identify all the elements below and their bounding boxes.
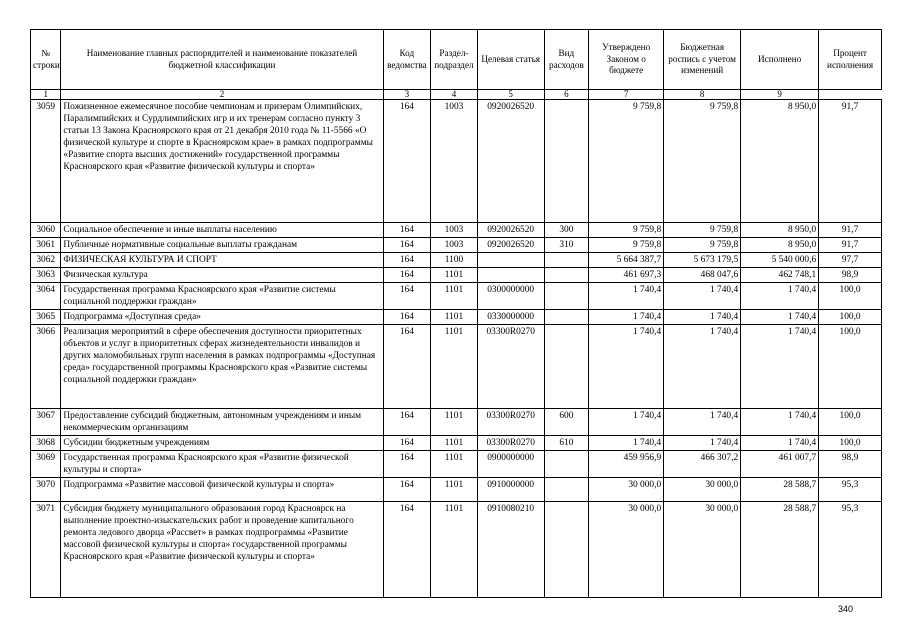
header-approved: Утверждено Законом о бюджете: [589, 30, 664, 90]
row-number-cell: 3062: [31, 253, 61, 268]
header-row-number: № строки: [31, 30, 61, 90]
row-approved-cell: 30 000,0: [589, 478, 664, 502]
row-percent-cell: 91,7: [819, 223, 882, 238]
row-name-cell: Государственная программа Красноярского края «Развитие физической культуры и спорта»: [61, 451, 383, 478]
row-number-cell: 3070: [31, 478, 61, 502]
row-number-cell: 3065: [31, 310, 61, 325]
table-row: [31, 325, 882, 409]
row-percent-cell: 98,9: [819, 268, 882, 283]
column-number: 7: [589, 90, 664, 100]
row-budget-list-cell: 468 047,6: [664, 268, 741, 283]
row-percent-cell: 95,3: [819, 478, 882, 502]
row-target-cell: 0910000000: [477, 478, 544, 502]
row-executed-cell: 28 588,7: [741, 502, 819, 598]
row-section-cell: 1101: [431, 478, 478, 502]
row-approved-cell: 1 740,4: [589, 325, 664, 409]
row-number-cell: 3059: [31, 100, 61, 223]
row-section-cell: 1101: [431, 283, 478, 310]
row-section-cell: 1003: [431, 223, 478, 238]
row-approved-cell: 9 759,8: [589, 223, 664, 238]
row-approved-cell: 1 740,4: [589, 436, 664, 451]
table-row: [31, 451, 882, 478]
row-approved-cell: 1 740,4: [589, 310, 664, 325]
header-dept-code: Код ведомства: [383, 30, 431, 90]
row-target-cell: 0920026520: [477, 100, 544, 223]
row-percent-cell: 91,7: [819, 100, 882, 223]
row-dept-code-cell: 164: [383, 409, 431, 436]
column-number: 5: [477, 90, 544, 100]
header-executed: Исполнено: [741, 30, 819, 90]
row-number-cell: 3066: [31, 325, 61, 409]
row-target-cell: 0920026520: [477, 223, 544, 238]
table-row: [31, 409, 882, 436]
table-row: [31, 478, 882, 502]
row-budget-list-cell: 1 740,4: [664, 310, 741, 325]
row-section-cell: 1003: [431, 100, 478, 223]
row-percent-cell: 97,7: [819, 253, 882, 268]
row-expense-type-cell: [544, 451, 589, 478]
row-dept-code-cell: 164: [383, 502, 431, 598]
table-row: [31, 502, 882, 598]
row-target-cell: 03300R0270: [477, 409, 544, 436]
header-section: Раздел-подраздел: [431, 30, 478, 90]
header-target: Целевая статья: [477, 30, 544, 90]
row-expense-type-cell: 300: [544, 223, 589, 238]
table-row: [31, 283, 882, 310]
row-expense-type-cell: [544, 478, 589, 502]
header-percent: Процент исполнения: [819, 30, 882, 90]
row-approved-cell: 1 740,4: [589, 283, 664, 310]
table-row: [31, 100, 882, 223]
row-number-cell: 3063: [31, 268, 61, 283]
row-budget-list-cell: 30 000,0: [664, 502, 741, 598]
column-number: 4: [431, 90, 478, 100]
row-target-cell: 0300000000: [477, 283, 544, 310]
row-budget-list-cell: 1 740,4: [664, 325, 741, 409]
row-name-cell: Физическая культура: [61, 268, 383, 283]
header-name: Наименование главных распорядителей и наименование показателей бюджетной классификации: [61, 30, 383, 90]
column-number: 9: [741, 90, 819, 100]
row-name-cell: Предоставление субсидий бюджетным, автономным учреждениям и иным некоммерческим организациям: [61, 409, 383, 436]
row-approved-cell: 1 740,4: [589, 409, 664, 436]
row-executed-cell: 1 740,4: [741, 310, 819, 325]
row-dept-code-cell: 164: [383, 253, 431, 268]
row-expense-type-cell: [544, 253, 589, 268]
row-name-cell: Субсидии бюджетным учреждениям: [61, 436, 383, 451]
table-row: [31, 436, 882, 451]
row-budget-list-cell: 30 000,0: [664, 478, 741, 502]
row-percent-cell: 98,9: [819, 451, 882, 478]
row-section-cell: 1101: [431, 451, 478, 478]
row-number-cell: 3069: [31, 451, 61, 478]
budget-execution-table: [30, 29, 882, 598]
row-executed-cell: 462 748,1: [741, 268, 819, 283]
row-name-cell: Государственная программа Красноярского края «Развитие системы социальной поддержки граждан»: [61, 283, 383, 310]
row-dept-code-cell: 164: [383, 238, 431, 253]
row-executed-cell: 5 540 000,6: [741, 253, 819, 268]
row-section-cell: 1101: [431, 502, 478, 598]
row-name-cell: Социальное обеспечение и иные выплаты населению: [61, 223, 383, 238]
header-budget-list: Бюджетная роспись с учетом изменений: [664, 30, 741, 90]
row-approved-cell: 9 759,8: [589, 100, 664, 223]
table-row: [31, 268, 882, 283]
row-name-cell: Подпрограмма «Доступная среда»: [61, 310, 383, 325]
row-approved-cell: 5 664 387,7: [589, 253, 664, 268]
column-number: 3: [383, 90, 431, 100]
row-target-cell: [477, 253, 544, 268]
row-executed-cell: 1 740,4: [741, 409, 819, 436]
row-approved-cell: 461 697,3: [589, 268, 664, 283]
row-executed-cell: 1 740,4: [741, 436, 819, 451]
row-target-cell: 03300R0270: [477, 436, 544, 451]
row-executed-cell: 8 950,0: [741, 223, 819, 238]
table-row: [31, 310, 882, 325]
row-target-cell: 0920026520: [477, 238, 544, 253]
row-expense-type-cell: 310: [544, 238, 589, 253]
row-percent-cell: 95,3: [819, 502, 882, 598]
row-number-cell: 3061: [31, 238, 61, 253]
row-executed-cell: 1 740,4: [741, 325, 819, 409]
row-dept-code-cell: 164: [383, 478, 431, 502]
row-target-cell: 0900000000: [477, 451, 544, 478]
row-approved-cell: 9 759,8: [589, 238, 664, 253]
row-budget-list-cell: 9 759,8: [664, 223, 741, 238]
row-section-cell: 1100: [431, 253, 478, 268]
row-dept-code-cell: 164: [383, 325, 431, 409]
row-number-cell: 3071: [31, 502, 61, 598]
row-section-cell: 1101: [431, 436, 478, 451]
row-expense-type-cell: 610: [544, 436, 589, 451]
table-row: [31, 238, 882, 253]
row-target-cell: 03300R0270: [477, 325, 544, 409]
table-header-row: [31, 30, 882, 90]
row-name-cell: Реализация мероприятий в сфере обеспечения доступности приоритетных объектов и услуг в приоритетных сферах жизнедеятельности инвалидов и других маломобильных групп населения в рамках подпрограммы «Доступная среда» государственной программы Красноярского края «Развитие системы социальной поддержки граждан»: [61, 325, 383, 409]
row-budget-list-cell: 9 759,8: [664, 100, 741, 223]
column-number: 1: [31, 90, 61, 100]
row-approved-cell: 30 000,0: [589, 502, 664, 598]
row-dept-code-cell: 164: [383, 268, 431, 283]
row-percent-cell: 100,0: [819, 325, 882, 409]
row-budget-list-cell: 1 740,4: [664, 409, 741, 436]
row-name-cell: ФИЗИЧЕСКАЯ КУЛЬТУРА И СПОРТ: [61, 253, 383, 268]
row-name-cell: Подпрограмма «Развитие массовой физической культуры и спорта»: [61, 478, 383, 502]
row-name-cell: Пожизненное ежемесячное пособие чемпионам и призерам Олимпийских, Паралимпийских и Сурдлимпийских игр и их тренерам согласно пункту 3 статьи 13 Закона Красноярского края от 21 декабря 2010 года № 11-5566 «О физической культуре и спорте в Красноярском крае» в рамках подпрограммы «Развитие спорта высших достижений» государственной программы Красноярского края «Развитие физической культуры и спорта»: [61, 100, 383, 223]
row-expense-type-cell: [544, 283, 589, 310]
row-percent-cell: 100,0: [819, 436, 882, 451]
table-row: [31, 223, 882, 238]
row-number-cell: 3068: [31, 436, 61, 451]
row-percent-cell: 91,7: [819, 238, 882, 253]
column-number-row: [31, 90, 882, 100]
row-budget-list-cell: 1 740,4: [664, 283, 741, 310]
row-expense-type-cell: [544, 100, 589, 223]
row-budget-list-cell: 5 673 179,5: [664, 253, 741, 268]
table-row: [31, 253, 882, 268]
row-target-cell: [477, 268, 544, 283]
row-section-cell: 1101: [431, 310, 478, 325]
row-expense-type-cell: [544, 268, 589, 283]
row-budget-list-cell: 466 307,2: [664, 451, 741, 478]
row-expense-type-cell: [544, 325, 589, 409]
row-number-cell: 3067: [31, 409, 61, 436]
row-dept-code-cell: 164: [383, 436, 431, 451]
row-number-cell: 3064: [31, 283, 61, 310]
header-expense-type: Вид расходов: [544, 30, 589, 90]
row-name-cell: Публичные нормативные социальные выплаты гражданам: [61, 238, 383, 253]
row-executed-cell: 1 740,4: [741, 283, 819, 310]
row-target-cell: 0910080210: [477, 502, 544, 598]
row-executed-cell: 8 950,0: [741, 100, 819, 223]
row-section-cell: 1101: [431, 409, 478, 436]
row-percent-cell: 100,0: [819, 310, 882, 325]
row-dept-code-cell: 164: [383, 451, 431, 478]
row-target-cell: 0330000000: [477, 310, 544, 325]
row-dept-code-cell: 164: [383, 223, 431, 238]
row-dept-code-cell: 164: [383, 100, 431, 223]
row-dept-code-cell: 164: [383, 310, 431, 325]
row-percent-cell: 100,0: [819, 409, 882, 436]
column-number: 2: [61, 90, 383, 100]
row-executed-cell: 8 950,0: [741, 238, 819, 253]
row-number-cell: 3060: [31, 223, 61, 238]
row-expense-type-cell: [544, 310, 589, 325]
row-executed-cell: 461 007,7: [741, 451, 819, 478]
row-percent-cell: 100,0: [819, 283, 882, 310]
row-expense-type-cell: [544, 502, 589, 598]
page-number: 340: [837, 604, 853, 614]
row-name-cell: Субсидия бюджету муниципального образования город Красноярск на выполнение проектно-изыскательских работ и проведение капитального ремонта ледового дворца «Рассвет» в рамках подпрограммы «Развитие массовой физической культуры и спорта» государственной программы Красноярского края «Развитие физической культуры и спорта»: [61, 502, 383, 598]
row-executed-cell: 28 588,7: [741, 478, 819, 502]
column-number: 8: [664, 90, 741, 100]
column-number: 6: [544, 90, 589, 100]
row-section-cell: 1101: [431, 325, 478, 409]
row-budget-list-cell: 9 759,8: [664, 238, 741, 253]
row-budget-list-cell: 1 740,4: [664, 436, 741, 451]
row-expense-type-cell: 600: [544, 409, 589, 436]
row-approved-cell: 459 956,9: [589, 451, 664, 478]
row-dept-code-cell: 164: [383, 283, 431, 310]
row-section-cell: 1101: [431, 268, 478, 283]
row-section-cell: 1003: [431, 238, 478, 253]
